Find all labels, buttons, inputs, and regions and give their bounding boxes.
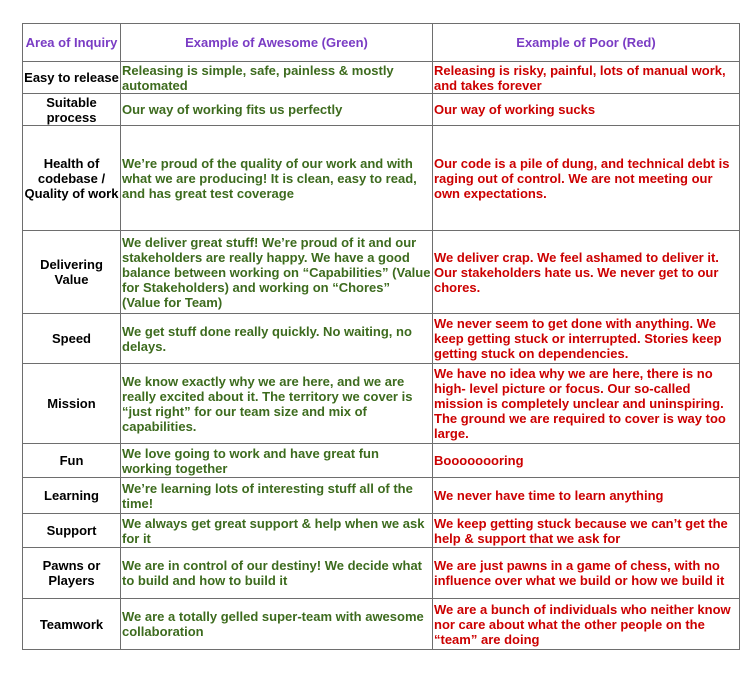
table-row bbox=[23, 314, 740, 364]
poor-cell: Our code is a pile of dung, and technical debt is raging out of control. We are not meeting our own expectations. bbox=[433, 126, 740, 231]
area-cell: Fun bbox=[23, 444, 121, 478]
poor-cell: Releasing is risky, painful, lots of manual work, and takes forever bbox=[433, 62, 740, 94]
area-cell: Suitable process bbox=[23, 94, 121, 126]
awesome-cell: We’re proud of the quality of our work and with what we are producing! It is clean, easy to read, and has great test coverage bbox=[121, 126, 433, 231]
awesome-cell: We get stuff done really quickly. No waiting, no delays. bbox=[121, 314, 433, 364]
poor-cell: We never have time to learn anything bbox=[433, 478, 740, 514]
table-row bbox=[23, 444, 740, 478]
table-row bbox=[23, 126, 740, 231]
table-row bbox=[23, 364, 740, 444]
table-row bbox=[23, 478, 740, 514]
header-area: Area of Inquiry bbox=[23, 24, 121, 62]
poor-cell: We deliver crap. We feel ashamed to deliver it. Our stakeholders hate us. We never get to our chores. bbox=[433, 231, 740, 314]
awesome-cell: We always get great support & help when we ask for it bbox=[121, 514, 433, 548]
header-awesome: Example of Awesome (Green) bbox=[121, 24, 433, 62]
awesome-cell: We are a totally gelled super-team with awesome collaboration bbox=[121, 599, 433, 650]
area-cell: Delivering Value bbox=[23, 231, 121, 314]
area-cell: Pawns or Players bbox=[23, 548, 121, 599]
table-row bbox=[23, 599, 740, 650]
awesome-cell: Our way of working fits us perfectly bbox=[121, 94, 433, 126]
awesome-cell: We love going to work and have great fun working together bbox=[121, 444, 433, 478]
health-check-table bbox=[22, 23, 740, 650]
table-row bbox=[23, 94, 740, 126]
area-cell: Speed bbox=[23, 314, 121, 364]
header-row bbox=[23, 24, 740, 62]
poor-cell: We never seem to get done with anything. We keep getting stuck or interrupted. Stories keep getting stuck on dependencies. bbox=[433, 314, 740, 364]
area-cell: Easy to release bbox=[23, 62, 121, 94]
awesome-cell: We are in control of our destiny! We decide what to build and how to build it bbox=[121, 548, 433, 599]
poor-cell: Boooooooring bbox=[433, 444, 740, 478]
area-cell: Teamwork bbox=[23, 599, 121, 650]
awesome-cell: We deliver great stuff! We’re proud of it and our stakeholders are really happy. We have a good balance between working on “Capabilities” (Value for Stakeholders) and working on “Chores” (Value for Team) bbox=[121, 231, 433, 314]
awesome-cell: We’re learning lots of interesting stuff all of the time! bbox=[121, 478, 433, 514]
area-cell: Mission bbox=[23, 364, 121, 444]
poor-cell: We have no idea why we are here, there is no high- level picture or focus. Our so-called mission is completely unclear and uninspiring. The ground we are required to cover is way too large. bbox=[433, 364, 740, 444]
awesome-cell: We know exactly why we are here, and we are really excited about it. The territory we cover is “just right” for our team size and mix of capabilities. bbox=[121, 364, 433, 444]
area-cell: Health of codebase / Quality of work bbox=[23, 126, 121, 231]
poor-cell: We are just pawns in a game of chess, with no influence over what we build or how we build it bbox=[433, 548, 740, 599]
poor-cell: We are a bunch of individuals who neither know nor care about what the other people on the “team” are doing bbox=[433, 599, 740, 650]
poor-cell: We keep getting stuck because we can’t get the help & support that we ask for bbox=[433, 514, 740, 548]
poor-cell: Our way of working sucks bbox=[433, 94, 740, 126]
area-cell: Learning bbox=[23, 478, 121, 514]
table-row bbox=[23, 231, 740, 314]
table-row bbox=[23, 548, 740, 599]
awesome-cell: Releasing is simple, safe, painless & mostly automated bbox=[121, 62, 433, 94]
table-row bbox=[23, 62, 740, 94]
area-cell: Support bbox=[23, 514, 121, 548]
header-poor: Example of Poor (Red) bbox=[433, 24, 740, 62]
table-row bbox=[23, 514, 740, 548]
